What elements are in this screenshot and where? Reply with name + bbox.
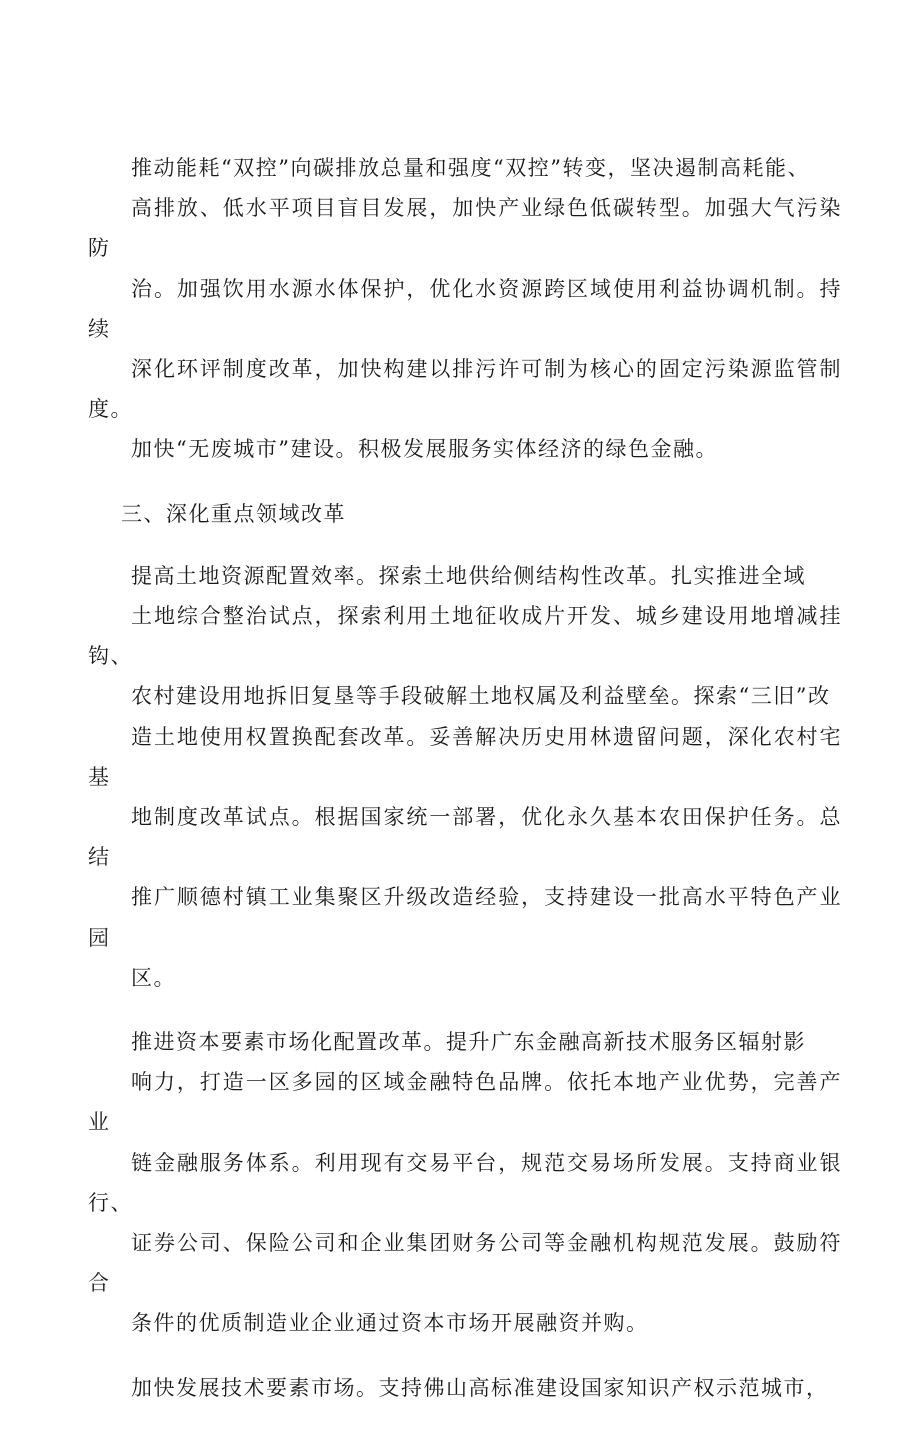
paragraph-land-resources	[88, 556, 842, 998]
text-line: 土地综合整治试点，探索利用土地征收成片开发、城乡建设用地增减挂钩、	[88, 604, 842, 669]
text-line: 响力，打造一区多园的区域金融特色品牌。依托本地产业优势，完善产业	[88, 1070, 842, 1135]
text-line: 造土地使用权置换配套改革。妥善解决历史用林遗留问题，深化农村宅基	[88, 724, 842, 789]
section-heading: 三、深化重点领域改革	[121, 501, 346, 526]
text-line: 深化环评制度改革，加快构建以排污许可制为核心的固定污染源监管制度。	[88, 357, 842, 422]
text-line: 高排放、低水平项目盲目发展，加快产业绿色低碳转型。加强大气污染防	[88, 196, 842, 261]
text-line: 链金融服务体系。利用现有交易平台，规范交易场所发展。支持商业银行、	[88, 1150, 842, 1215]
text-line: 区。	[131, 965, 176, 990]
text-line: 证券公司、保险公司和企业集团财务公司等金融机构规范发展。鼓励符合	[88, 1231, 842, 1296]
text-line: 地制度改革试点。根据国家统一部署，优化永久基本农田保护任务。总结	[88, 805, 842, 870]
text-line: 推进资本要素市场化配置改革。提升广东金融高新技术服务区辐射影	[131, 1030, 806, 1055]
text-line: 推动能耗“双控”向碳排放总量和强度“双控”转变，坚决遏制高耗能、	[131, 156, 810, 180]
text-line: 条件的优质制造业企业通过资本市场开展融资并购。	[131, 1311, 649, 1336]
text-line: 提高土地资源配置效率。探索土地供给侧结构性改革。扎实推进全域	[131, 563, 806, 588]
text-line: 加快发展技术要素市场。支持佛山高标准建设国家知识产权示范城市，	[131, 1375, 829, 1400]
text-line: 农村建设用地拆旧复垦等手段破解土地权属及利益壁垒。探索“三旧”改	[131, 684, 831, 709]
text-line: 加快“无废城市”建设。积极发展服务实体经济的绿色金融。	[131, 437, 718, 462]
paragraph-dual-control	[88, 148, 842, 470]
document-body	[88, 148, 842, 1432]
text-line: 治。加强饮用水源水体保护，优化水资源跨区域使用利益协调机制。持续	[88, 276, 842, 341]
text-line: 推广顺德村镇工业集聚区升级改造经验，支持建设一批高水平特色产业园	[88, 885, 842, 950]
paragraph-capital-market	[88, 1022, 842, 1344]
paragraph-technology-market	[88, 1368, 842, 1408]
